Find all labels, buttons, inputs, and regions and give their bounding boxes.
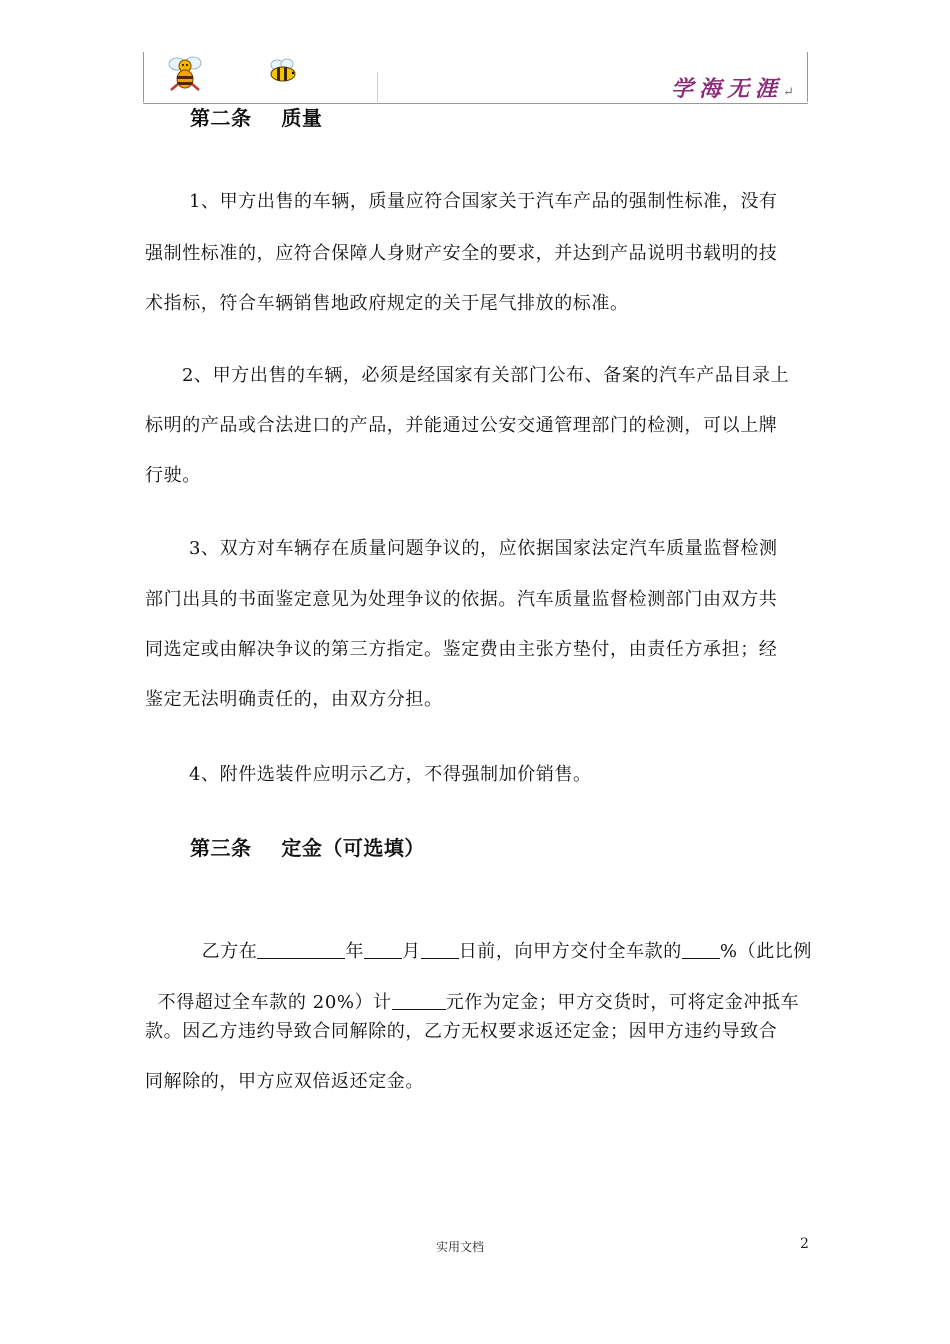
footer-label: 实用文档 [436, 1240, 485, 1254]
month-blank-field[interactable] [364, 940, 402, 959]
article-3-line-1: 乙方在 年 月 日前，向甲方交付全车款的 %（此比例 [201, 941, 812, 962]
article-3-heading: 第三条 定金（可选填） [190, 836, 425, 860]
article-2-p2-line-3: 行驶。 [145, 465, 201, 486]
article-2-p1-line-3: 术指标，符合车辆销售地政府规定的关于尾气排放的标准。 [145, 293, 629, 314]
article-3-line-2: 不得超过全车款的 20%）计 元作为定金；甲方交货时，可将定金冲抵车 [157, 992, 800, 1013]
bee-cartoon-icon [165, 54, 205, 92]
article-2-p3-line-1: 3、双方对车辆存在质量问题争议的，应依据国家法定汽车质量监督检测 [189, 538, 778, 559]
page-header [143, 52, 808, 104]
article-3-line-3: 款。因乙方违约导致合同解除的，乙方无权要求返还定金；因甲方违约导致合 [145, 1021, 778, 1042]
article-2-p3-line-4: 鉴定无法明确责任的，由双方分担。 [145, 689, 443, 710]
header-left-rule [143, 52, 144, 102]
deposit-amount-blank-field[interactable] [392, 991, 446, 1010]
article-2-p3-line-2: 部门出具的书面鉴定意见为处理争议的依据。汽车质量监督检测部门由双方共 [145, 589, 778, 610]
article-3-line-4: 同解除的，甲方应双倍返还定金。 [145, 1071, 424, 1092]
article-2-heading: 第二条 质量 [190, 106, 323, 130]
bee-small-icon [265, 58, 301, 84]
percent-blank-field[interactable] [682, 940, 720, 959]
header-motto: 学海无涯↵ [671, 76, 794, 102]
page-number: 2 [800, 1236, 809, 1252]
year-blank-field[interactable] [257, 940, 345, 959]
header-right-rule [807, 52, 808, 102]
article-2-p4: 4、附件选装件应明示乙方，不得强制加价销售。 [189, 764, 592, 785]
header-divider [377, 72, 378, 102]
day-blank-field[interactable] [421, 940, 459, 959]
article-2-p1-line-2: 强制性标准的，应符合保障人身财产安全的要求，并达到产品说明书载明的技 [145, 243, 778, 264]
article-2-p1-line-1: 1、甲方出售的车辆，质量应符合国家关于汽车产品的强制性标准，没有 [189, 191, 778, 212]
article-2-p3-line-3: 同选定或由解决争议的第三方指定。鉴定费由主张方垫付，由责任方承担；经 [145, 639, 778, 660]
article-2-p2-line-1: 2、甲方出售的车辆，必须是经国家有关部门公布、备案的汽车产品目录上 [182, 365, 790, 386]
article-2-p2-line-2: 标明的产品或合法进口的产品，并能通过公安交通管理部门的检测，可以上牌 [145, 415, 778, 436]
